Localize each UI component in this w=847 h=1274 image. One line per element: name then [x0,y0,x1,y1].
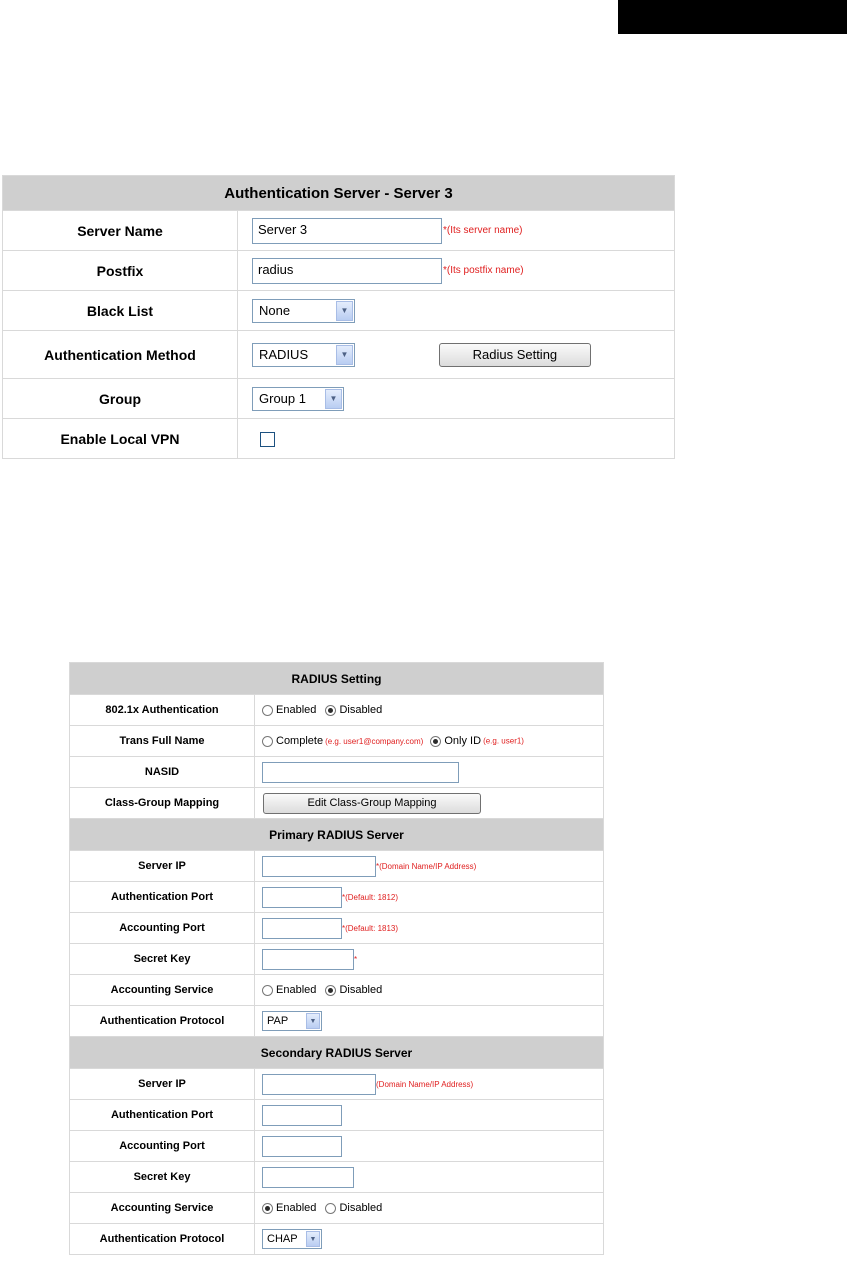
primary-server-ip-hint: *(Domain Name/IP Address) [376,861,477,871]
nasid-label: NASID [70,757,255,788]
black-list-value: None [259,303,291,318]
primary-auth-port-hint: *(Default: 1812) [342,892,399,902]
auth-method-label: Authentication Method [3,331,238,379]
primary-secret-key-input[interactable] [262,949,354,970]
trans-only-id-example: (e.g. user1) [483,736,524,746]
auth-method-value: RADIUS [259,347,309,362]
primary-auth-port-input[interactable] [262,887,342,908]
auth-server-title: Authentication Server - Server 3 [3,176,675,211]
black-list-select[interactable] [252,299,355,323]
local-vpn-label: Enable Local VPN [3,419,238,459]
radius-setting-form [69,662,604,1255]
primary-acct-enabled-radio[interactable] [262,985,273,996]
secondary-acct-enabled-label: Enabled [276,1202,317,1215]
trans-full-name-label: Trans Full Name [70,726,255,757]
chevron-down-icon: ▼ [306,1231,320,1247]
secondary-server-ip-label: Server IP [70,1069,255,1100]
postfix-label: Postfix [3,251,238,291]
chevron-down-icon: ▼ [306,1013,320,1029]
secondary-radius-title: Secondary RADIUS Server [70,1037,604,1069]
dot1x-enabled-radio[interactable] [262,705,273,716]
secondary-server-ip-hint: (Domain Name/IP Address) [376,1079,474,1089]
primary-acct-port-label: Accounting Port [70,913,255,944]
secondary-auth-protocol-select[interactable] [262,1229,322,1249]
edit-class-group-button[interactable]: Edit Class-Group Mapping [263,793,481,814]
group-value: Group 1 [259,391,306,406]
primary-server-ip-input[interactable] [262,856,376,877]
primary-auth-protocol-label: Authentication Protocol [70,1006,255,1037]
secondary-server-ip-input[interactable] [262,1074,376,1095]
secondary-acct-disabled-radio[interactable] [325,1203,336,1214]
black-list-label: Black List [3,291,238,331]
group-label: Group [3,379,238,419]
dot1x-label: 802.1x Authentication [70,695,255,726]
secondary-acct-port-input[interactable] [262,1136,342,1157]
chevron-down-icon: ▼ [336,345,353,365]
dot1x-enabled-label: Enabled [276,704,317,717]
server-name-hint: *(Its server name) [443,225,523,236]
postfix-input[interactable]: radius [252,258,442,284]
secondary-acct-service-label: Accounting Service [70,1193,255,1224]
secondary-secret-key-input[interactable] [262,1167,354,1188]
group-select[interactable] [252,387,344,411]
trans-complete-label: Complete [276,735,324,748]
chevron-down-icon: ▼ [336,301,353,321]
nasid-input[interactable] [262,762,459,783]
primary-acct-enabled-label: Enabled [276,984,317,997]
primary-auth-port-label: Authentication Port [70,882,255,913]
primary-acct-service-label: Accounting Service [70,975,255,1006]
primary-radius-title: Primary RADIUS Server [70,819,604,851]
secondary-auth-protocol-value: CHAP [267,1233,298,1245]
class-group-label: Class-Group Mapping [70,788,255,819]
secondary-auth-protocol-label: Authentication Protocol [70,1224,255,1255]
server-name-input[interactable]: Server 3 [252,218,442,244]
primary-server-ip-label: Server IP [70,851,255,882]
secondary-secret-key-label: Secret Key [70,1162,255,1193]
trans-complete-example: (e.g. user1@company.com) [325,736,424,746]
primary-auth-protocol-value: PAP [267,1015,289,1027]
primary-acct-port-hint: *(Default: 1813) [342,923,399,933]
primary-auth-protocol-select[interactable] [262,1011,322,1031]
trans-only-id-radio[interactable] [430,736,441,747]
primary-acct-disabled-label: Disabled [339,984,383,997]
primary-secret-key-label: Secret Key [70,944,255,975]
primary-acct-disabled-radio[interactable] [325,985,336,996]
local-vpn-checkbox[interactable] [260,432,275,447]
secondary-auth-port-label: Authentication Port [70,1100,255,1131]
postfix-hint: *(Its postfix name) [443,265,524,276]
secondary-acct-enabled-radio[interactable] [262,1203,273,1214]
secondary-acct-disabled-label: Disabled [339,1202,383,1215]
chevron-down-icon: ▼ [325,389,342,409]
trans-complete-radio[interactable] [262,736,273,747]
auth-method-select[interactable] [252,343,355,367]
primary-acct-port-input[interactable] [262,918,342,939]
primary-secret-key-hint: * [354,954,358,964]
trans-only-id-label: Only ID [444,735,482,748]
radius-setting-title: RADIUS Setting [70,663,604,695]
secondary-acct-port-label: Accounting Port [70,1131,255,1162]
server-name-label: Server Name [3,211,238,251]
dot1x-disabled-label: Disabled [339,704,383,717]
header-black-block [618,0,847,34]
auth-server-form [2,175,675,459]
radius-setting-button[interactable]: Radius Setting [439,343,591,367]
dot1x-disabled-radio[interactable] [325,705,336,716]
secondary-auth-port-input[interactable] [262,1105,342,1126]
